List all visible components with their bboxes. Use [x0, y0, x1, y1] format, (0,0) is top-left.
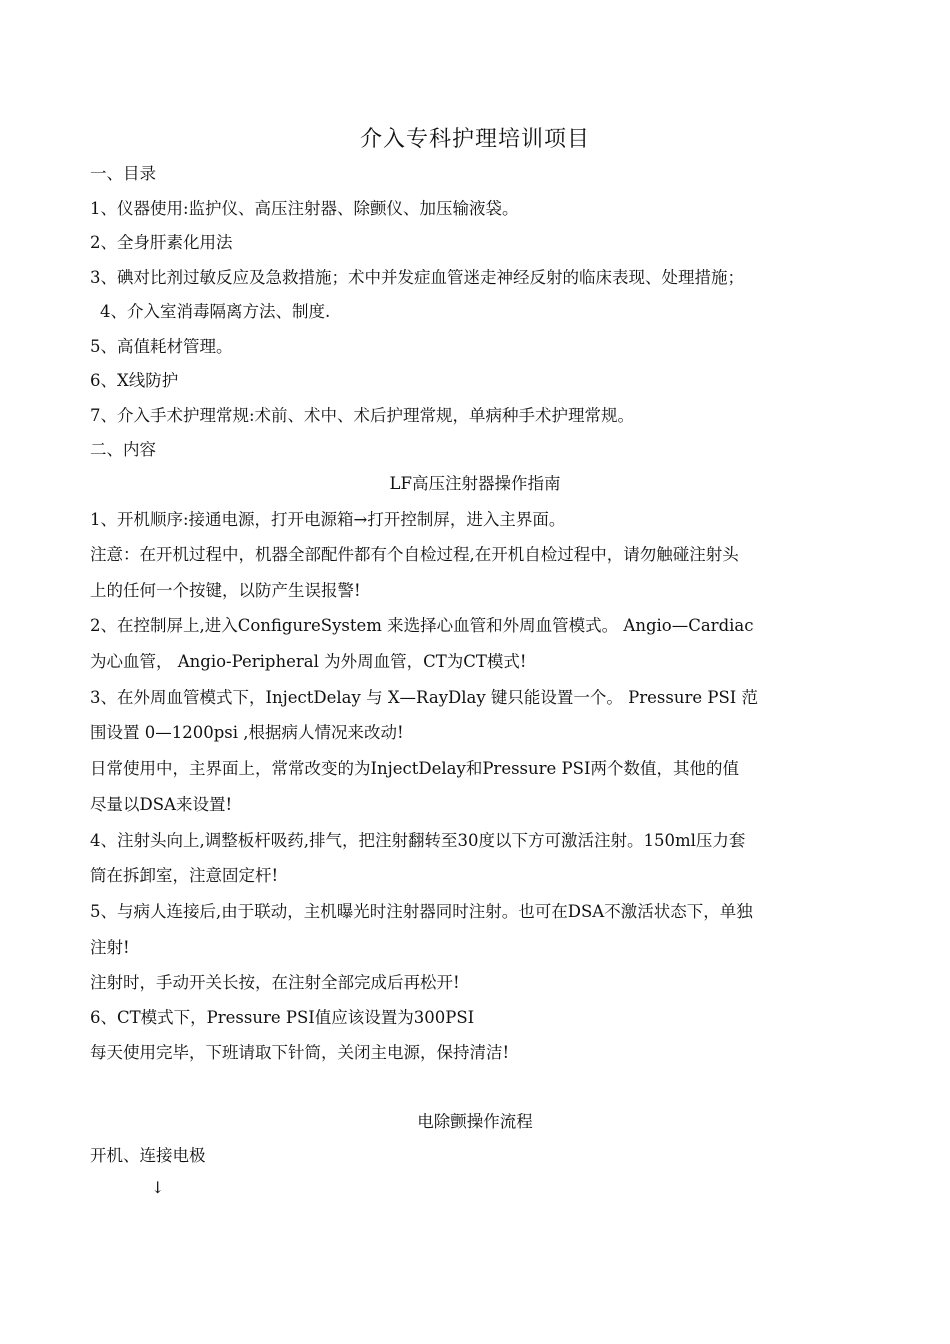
injector-line: 上的任何一个按键，以防产生误报警! — [90, 581, 361, 600]
contents-item: 6、X线防护 — [90, 371, 179, 390]
injector-line: 围设置 0—1200psi ,根据病人情况来改动! — [90, 723, 404, 742]
injector-guide-title: LF高压注射器操作指南 — [389, 474, 561, 493]
flow-down-arrow-icon: ↓ — [151, 1178, 165, 1197]
document-title: 介入专科护理培训项目 — [359, 127, 590, 152]
injector-line: 注射! — [90, 938, 130, 957]
contents-item: 7、介入手术护理常规:术前、术中、术后护理常规，单病种手术护理常规。 — [90, 406, 635, 425]
injector-line: 2、在控制屏上,进入ConfigureSystem 来选择心血管和外周血管模式。 Angio—Cardiac — [90, 616, 754, 635]
injector-line: 4、注射头向上,调整板杆吸药,排气，把注射翻转至30度以下方可激活注射。150ml压力套 — [90, 831, 746, 850]
injector-line: 筒在拆卸室，注意固定杆! — [90, 866, 279, 885]
contents-item: 1、仪器使用:监护仪、高压注射器、除颤仪、加压输液袋。 — [90, 199, 519, 218]
injector-line: 为心血管， Angio-Peripheral 为外周血管，CT为CT模式! — [90, 652, 527, 671]
section-heading-contents: 一、目录 — [90, 164, 156, 183]
contents-item: 2、全身肝素化用法 — [90, 233, 233, 252]
injector-line: 注意：在开机过程中，机器全部配件都有个自检过程,在开机自检过程中，请勿触碰注射头 — [90, 545, 739, 564]
injector-line: 1、开机顺序:接通电源，打开电源箱→打开控制屏，进入主界面。 — [90, 510, 566, 529]
defibrillation-flow-title: 电除颤操作流程 — [417, 1112, 533, 1131]
injector-line: 6、CT模式下，Pressure PSI值应该设置为300PSI — [90, 1008, 475, 1027]
injector-line: 尽量以DSA来设置! — [90, 795, 233, 814]
injector-line: 日常使用中，主界面上，常常改变的为InjectDelay和Pressure PSI两个数值，其他的值 — [90, 759, 739, 778]
injector-line: 5、与病人连接后,由于联动，主机曝光时注射器同时注射。也可在DSA不激活状态下，单独 — [90, 902, 753, 921]
injector-line: 3、在外周血管模式下，InjectDelay 与 X—RayDlay 键只能设置一个。 Pressure PSI 范 — [90, 688, 759, 707]
injector-line: 注射时，手动开关长按，在注射全部完成后再松开! — [90, 973, 460, 992]
injector-line: 每天使用完毕，下班请取下针筒，关闭主电源，保持清洁! — [90, 1043, 510, 1062]
section-heading-content: 二、内容 — [90, 440, 156, 459]
contents-item: 3、碘对比剂过敏反应及急救措施；术中并发症血管迷走神经反射的临床表现、处理措施； — [90, 268, 744, 287]
contents-item: 5、高值耗材管理。 — [90, 337, 233, 356]
contents-item: 4、介入室消毒隔离方法、制度. — [100, 302, 331, 321]
defibrillation-step: 开机、连接电极 — [90, 1146, 206, 1165]
